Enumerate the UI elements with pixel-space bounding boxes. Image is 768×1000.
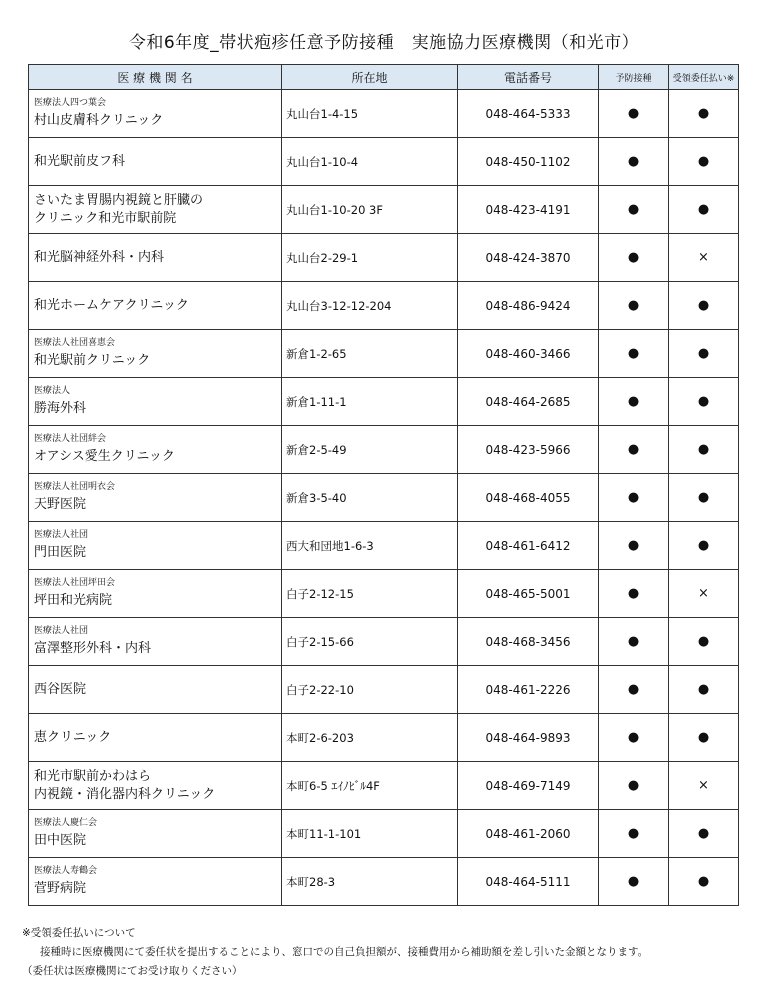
vaccination-mark: ● — [599, 282, 669, 330]
phone-cell: 048-461-6412 — [458, 522, 599, 570]
delegated-payment-mark: ● — [669, 618, 739, 666]
clinic-name: 田中医院 — [34, 833, 87, 848]
vaccination-mark: ● — [599, 714, 669, 762]
delegated-payment-mark: ● — [669, 378, 739, 426]
clinic-name: 和光市駅前かわはら — [34, 768, 152, 784]
address-cell: 白子2-22-10 — [282, 666, 458, 714]
table-row — [29, 378, 739, 426]
table-header-row — [29, 65, 739, 90]
table-row — [29, 330, 739, 378]
corporation-name: 医療法人社団絆会 — [34, 434, 107, 444]
phone-cell: 048-424-3870 — [458, 234, 599, 282]
delegated-payment-mark: ● — [669, 858, 739, 906]
clinic-name-cell — [29, 330, 282, 378]
address-cell: 白子2-15-66 — [282, 618, 458, 666]
clinic-name-cell — [29, 90, 282, 138]
clinic-name-cell — [29, 618, 282, 666]
vaccination-mark: ● — [599, 666, 669, 714]
address-cell: 本町6-5 ｴｲﾉﾋﾞﾙ4F — [282, 762, 458, 810]
footnote-body: 接種時に医療機関にて委任状を提出することにより、窓口での自己負担額が、接種費用から補助額を差し引いた金額となります。 — [40, 946, 649, 958]
corporation-name: 医療法人社団明衣会 — [34, 482, 116, 492]
clinic-name: 天野医院 — [34, 497, 87, 512]
delegated-payment-mark: ● — [669, 90, 739, 138]
vaccination-mark: ● — [599, 810, 669, 858]
table-row — [29, 618, 739, 666]
phone-cell: 048-423-4191 — [458, 186, 599, 234]
vaccination-mark: ● — [599, 426, 669, 474]
address-cell: 丸山台1-4-15 — [282, 90, 458, 138]
phone-cell: 048-464-9893 — [458, 714, 599, 762]
clinic-name-cell — [29, 474, 282, 522]
address-cell: 丸山台1-10-4 — [282, 138, 458, 186]
clinic-name: 富澤整形外科・内科 — [34, 641, 152, 656]
footnote-heading: ※受領委任払いについて — [22, 927, 136, 939]
clinic-name-cell — [29, 570, 282, 618]
clinic-name: 勝海外科 — [34, 401, 87, 416]
phone-cell: 048-460-3466 — [458, 330, 599, 378]
delegated-payment-mark: ● — [669, 714, 739, 762]
table-row — [29, 666, 739, 714]
table-row — [29, 762, 739, 810]
clinic-name: 和光ホームケアクリニック — [34, 297, 189, 313]
corporation-name: 医療法人 — [34, 386, 71, 396]
clinic-name-cell — [29, 426, 282, 474]
delegated-payment-mark: × — [669, 762, 739, 810]
corporation-name: 医療法人寿鶴会 — [34, 866, 98, 876]
header-address: 所在地 — [282, 65, 458, 90]
phone-cell: 048-468-3456 — [458, 618, 599, 666]
vaccination-mark: ● — [599, 618, 669, 666]
clinic-name-cell — [29, 714, 282, 762]
corporation-name: 医療法人慶仁会 — [34, 818, 98, 828]
delegated-payment-mark: ● — [669, 810, 739, 858]
delegated-payment-mark: ● — [669, 330, 739, 378]
delegated-payment-mark: ● — [669, 474, 739, 522]
vaccination-mark: ● — [599, 378, 669, 426]
clinic-name: 和光脳神経外科・内科 — [34, 249, 165, 265]
table-row — [29, 186, 739, 234]
vaccination-mark: ● — [599, 570, 669, 618]
phone-cell: 048-461-2226 — [458, 666, 599, 714]
phone-cell: 048-464-5111 — [458, 858, 599, 906]
table-row — [29, 282, 739, 330]
clinic-name: 和光駅前クリニック — [34, 353, 151, 368]
vaccination-mark: ● — [599, 474, 669, 522]
clinic-name: 門田医院 — [34, 545, 87, 560]
delegated-payment-mark: ● — [669, 426, 739, 474]
clinic-name: 西谷医院 — [34, 681, 87, 697]
footnote-sub: （委任状は医療機関にてお受け取りください） — [22, 965, 243, 977]
table-row — [29, 426, 739, 474]
clinic-name: 菅野病院 — [34, 881, 87, 896]
phone-cell: 048-450-1102 — [458, 138, 599, 186]
header-vaccination: 予防接種 — [599, 65, 669, 90]
corporation-name: 医療法人四つ葉会 — [34, 98, 107, 108]
page-title: 令和6年度_帯状疱疹任意予防接種 実施協力医療機関（和光市） — [128, 33, 640, 53]
address-cell: 新倉3-5-40 — [282, 474, 458, 522]
vaccination-mark: ● — [599, 762, 669, 810]
table-row — [29, 714, 739, 762]
vaccination-mark: ● — [599, 522, 669, 570]
clinic-name: オアシス愛生クリニック — [34, 449, 175, 464]
clinic-name-cell — [29, 378, 282, 426]
vaccination-mark: ● — [599, 186, 669, 234]
footnote — [22, 924, 752, 981]
clinic-name: さいたま胃腸内視鏡と肝臓の — [34, 192, 204, 208]
address-cell: 本町11-1-101 — [282, 810, 458, 858]
corporation-name: 医療法人社団喜恵会 — [34, 338, 116, 348]
table-row — [29, 138, 739, 186]
table-row — [29, 90, 739, 138]
clinic-name-cell — [29, 810, 282, 858]
clinic-name-cell — [29, 138, 282, 186]
address-cell: 新倉1-11-1 — [282, 378, 458, 426]
table-row — [29, 522, 739, 570]
clinic-name-cell — [29, 666, 282, 714]
address-cell: 丸山台2-29-1 — [282, 234, 458, 282]
clinic-name-line2: 内視鏡・消化器内科クリニック — [34, 786, 216, 802]
delegated-payment-mark: ● — [669, 186, 739, 234]
vaccination-mark: ● — [599, 330, 669, 378]
clinic-name-cell — [29, 522, 282, 570]
clinic-name-cell — [29, 762, 282, 810]
vaccination-mark: ● — [599, 138, 669, 186]
vaccination-mark: ● — [599, 234, 669, 282]
delegated-payment-mark: ● — [669, 138, 739, 186]
table-row — [29, 234, 739, 282]
address-cell: 西大和団地1-6-3 — [282, 522, 458, 570]
address-cell: 新倉1-2-65 — [282, 330, 458, 378]
header-name: 医 療 機 関 名 — [29, 65, 282, 90]
clinic-table — [28, 64, 739, 906]
header-phone: 電話番号 — [458, 65, 599, 90]
clinic-name-cell — [29, 186, 282, 234]
clinic-name: 和光駅前皮フ科 — [34, 153, 126, 169]
table-row — [29, 474, 739, 522]
table-row — [29, 858, 739, 906]
corporation-name: 医療法人社団 — [34, 530, 89, 540]
phone-cell: 048-468-4055 — [458, 474, 599, 522]
delegated-payment-mark: ● — [669, 666, 739, 714]
vaccination-mark: ● — [599, 858, 669, 906]
phone-cell: 048-464-2685 — [458, 378, 599, 426]
address-cell: 本町28-3 — [282, 858, 458, 906]
header-delegated: 受領委任払い※ — [669, 65, 739, 90]
table-row — [29, 570, 739, 618]
phone-cell: 048-486-9424 — [458, 282, 599, 330]
clinic-name-cell — [29, 858, 282, 906]
delegated-payment-mark: × — [669, 234, 739, 282]
table-row — [29, 810, 739, 858]
address-cell: 丸山台1-10-20 3F — [282, 186, 458, 234]
clinic-name: 恵クリニック — [34, 729, 112, 745]
clinic-name: 坪田和光病院 — [34, 593, 113, 608]
phone-cell: 048-465-5001 — [458, 570, 599, 618]
phone-cell: 048-469-7149 — [458, 762, 599, 810]
clinic-name-cell — [29, 282, 282, 330]
delegated-payment-mark: ● — [669, 282, 739, 330]
phone-cell: 048-464-5333 — [458, 90, 599, 138]
clinic-name-cell — [29, 234, 282, 282]
address-cell: 丸山台3-12-12-204 — [282, 282, 458, 330]
address-cell: 白子2-12-15 — [282, 570, 458, 618]
corporation-name: 医療法人社団坪田会 — [34, 578, 116, 588]
phone-cell: 048-461-2060 — [458, 810, 599, 858]
phone-cell: 048-423-5966 — [458, 426, 599, 474]
address-cell: 本町2-6-203 — [282, 714, 458, 762]
clinic-name: 村山皮膚科クリニック — [34, 113, 164, 128]
clinic-name-line2: クリニック和光市駅前院 — [34, 210, 177, 226]
address-cell: 新倉2-5-49 — [282, 426, 458, 474]
vaccination-mark: ● — [599, 90, 669, 138]
delegated-payment-mark: × — [669, 570, 739, 618]
corporation-name: 医療法人社団 — [34, 626, 89, 636]
delegated-payment-mark: ● — [669, 522, 739, 570]
